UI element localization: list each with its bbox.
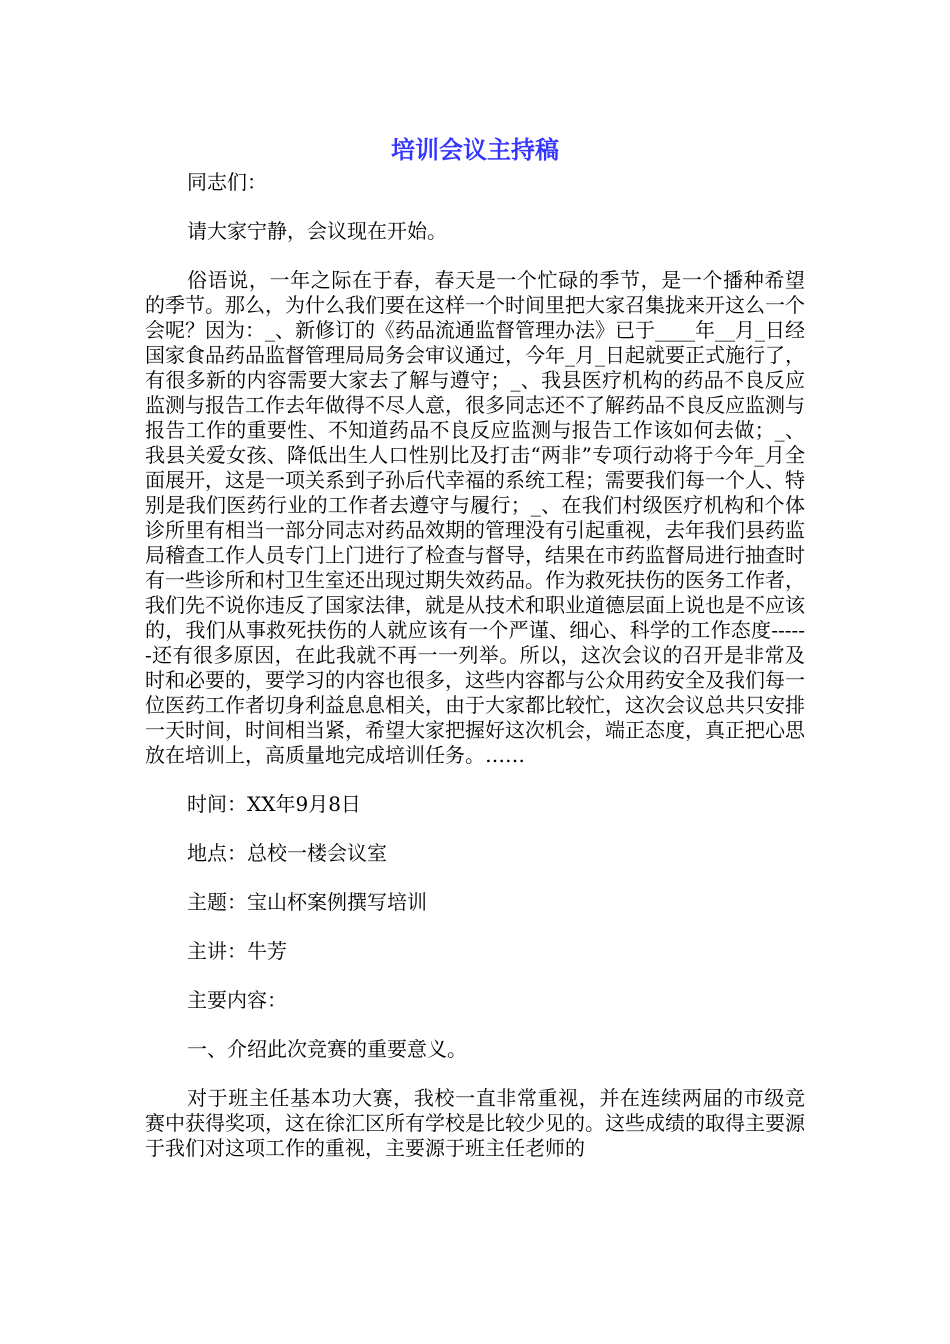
section-one-heading: 一、介绍此次竞赛的重要意义。 [187,1037,467,1061]
content-heading: 主要内容： [187,988,287,1012]
time-line: 时间：XX年9月8日 [187,792,361,816]
section-one-body: 对于班主任基本功大赛，我校一直非常重视，并在连续两届的市级竞赛中获得奖项，这在徐汇区所有学校是比较少见的。这些成绩的取得主要源于我们对这项工作的重视，主要源于班主任老师的 [145,1086,805,1160]
greeting: 同志们： [187,170,267,194]
document-page [145,130,805,1161]
theme-line: 主题：宝山杯案例撰写培训 [187,890,427,914]
place-line: 地点：总校一楼会议室 [187,841,387,865]
document-title: 培训会议主持稿 [391,136,559,164]
body-paragraph: 俗语说，一年之际在于春，春天是一个忙碌的季节，是一个播种希望的季节。那么，为什么我们要在这样一个时间里把大家召集拢来开这么一个会呢？因为：_、新修订的《药品流通监督管理办法》已于____年__月_日经国家食品药品监督管理局局务会审议通过，今年_月_日起就要正式施行了，有很多新的内容需要大家去了解与遵守；_、我县医疗机构的药品不良反应监测与报告工作去年做得不尽人意，很多同志还不了解药品不良反应监测与报告工作的重要性、不知道药品不良反应监测与报告工作该如何去做；_、我县关爱女孩、降低出生人口性别比及打击“两非”专项行动将于今年_月全面展开，这是一项关系到子孙后代幸福的系统工程；需要我们每一个人、特别是我们医药行业的工作者去遵守与履行；_、在我们村级医疗机构和个体诊所里有相当一部分同志对药品效期的管理没有引起重视，去年我们县药监局稽查工作人员专门上门进行了检查与督导，结果在市药监督局进行抽查时有一些诊所和村卫生室还出现过期失效药品。作为救死扶伤的医务工作者，我们先不说你违反了国家法律，就是从技术和职业道德层面上说也是不应该的，我们从事救死扶伤的人就应该有一个严谨、细心、科学的工作态度------还有很多原因，在此我就不再一一列举。所以，这次会议的召开是非常及时和必要的，要学习的内容也很多，这些内容都与公众用药安全及我们每一位医药工作者切身利益息息相关，由于大家都比较忙，这次会议总共只安排一天时间，时间相当紧，希望大家把握好这次机会，端正态度，真正把心思放在培训上，高质量地完成培训任务。…… [145,268,805,767]
speaker-line: 主讲：牛芳 [187,939,287,963]
opening-line: 请大家宁静，会议现在开始。 [187,219,447,243]
